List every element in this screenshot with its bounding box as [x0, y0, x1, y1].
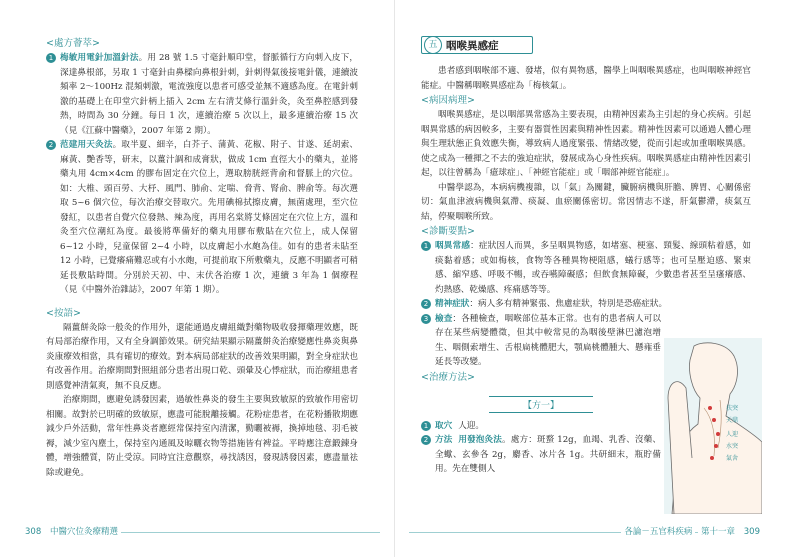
acupoint-label: 氣舍 — [726, 455, 739, 462]
item-text: 。用 28 號 1.5 寸毫針順印堂，督脈循行方向刺入皮下，深達鼻根部，另取 1 寸毫針由鼻樑向鼻根針刺，針刺得氣後接電針儀，連續波頻率 2～100Hz 混頻刺激，電流強度以患者可感受並無不適感為度。在電針刺激的基礎上在印堂穴針柄上插入 2cm 左右清艾條行溫針灸，灸至鼻腔感到發熱，時間為 30 分鐘。每日 1 次，連續治療 5 次以上，最多連續治療 15 次（見《江蘇中醫藥》，2007 年第 2 期）。 — [60, 53, 358, 136]
notes-paragraph-2: 治療期間，應避免誘發因素，過敏性鼻炎的發生主要與致敏原的致敏作用密切相關。故對於已明確的致敏原，應盡可能脫離接觸。花粉症患者，在花粉播散期應減少戶外活動，常年性鼻炎者應經常保持室內清潔，勤曬被褥，換掉地毯、羽毛被褥，減少室內塵土，保持室內通風及晾曬衣物等措施皆有裨益。平時應注意鍛鍊身體，增強體質，防止受涼。同時宜注意觀察，尋找誘因，發現誘發因素，應盡量祛除或避免。 — [46, 395, 358, 478]
item-body — [435, 433, 661, 477]
section-heading-notes: <按語> — [46, 307, 81, 319]
right-page — [395, 0, 790, 557]
item-number-badge: 2 — [421, 435, 431, 445]
diagnosis-item-3 — [421, 312, 661, 370]
left-column — [46, 36, 358, 480]
prescription-item-1 — [46, 51, 358, 138]
book-title: 中醫穴位灸療精選 — [47, 527, 121, 537]
item-body — [435, 312, 661, 370]
item-body — [60, 138, 358, 298]
prescription-label — [421, 393, 661, 413]
item-body — [60, 51, 358, 138]
prescription-label-text: 【方一】 — [489, 396, 593, 413]
item-text: 人迎。 — [458, 420, 484, 431]
page-number-right: 309 — [741, 527, 763, 537]
item-text: ：病人多有精神緊張、焦慮症狀，特別是恐癌症狀。 — [469, 299, 668, 309]
treatment-item-1 — [421, 419, 661, 434]
item-number-badge: 1 — [421, 241, 431, 251]
page-number-left: 308 — [22, 527, 44, 537]
item-number-badge: 2 — [421, 299, 431, 309]
item-heading: 檢查 — [435, 313, 453, 324]
section-number: 五 — [424, 36, 442, 54]
chapter-number: 第十一章 — [698, 527, 738, 537]
section-heading-treatment: <治療方法> — [421, 371, 475, 383]
cause-paragraph-1: 咽喉異感症，是以咽部異常感為主要表現，由精神因素為主引起的身心疾病。引起咽異常感的病因較多，主要有器質性因素與精神性因素。精神性因素可以通過人體心理與生理狀態正負效應失衡，導致病人過度緊張、情緒改變，從而引起或加重咽喉異感。使之成為一種揮之不去的強迫症狀，發展成為心身性疾病。咽喉異感症由精神性因素引起，以往曾稱為「癔球症」、「神經官能症」或「咽部神經官能症」。 — [421, 110, 751, 178]
item-number-badge: 3 — [421, 314, 431, 324]
acupoint-label: 水突 — [726, 443, 739, 450]
intro-paragraph: 患者感到咽喉部不適、發堵，似有異物感，醫學上叫咽喉異感症，也叫咽喉神經官能症。中醫稱咽喉異感症為「梅核氣」。 — [421, 66, 751, 91]
item-number-badge: 2 — [46, 140, 56, 150]
chapter-section: 各論－五官科疾病 — [621, 527, 695, 537]
item-heading: 范建用天灸法 — [60, 140, 113, 150]
prescription-item-2 — [46, 138, 358, 298]
item-heading: 梅敏用電針加溫針法 — [60, 53, 139, 63]
method-name: 用發泡灸法 — [458, 435, 502, 445]
item-text: 。處方：斑蝥 12g，血竭、乳香、沒藥、全蠍、玄參各 2g，麝香、冰片各 1g。共研細末，瓶貯備用。先在雙側人 — [435, 435, 661, 474]
section-heading-causes: <病因病理> — [421, 95, 475, 106]
item-heading: 方法 — [435, 435, 453, 445]
treatment-item-2 — [421, 433, 661, 477]
section-title: 咽喉異感症 — [446, 39, 499, 52]
item-number-badge: 1 — [421, 421, 431, 431]
item-text: ：症狀因人而異，多呈咽異物感，如堵塞、梗塞、頸髮、線頭粘着感，如痰黏着感；或如梅核，食物等各種異物梗阻感，蟻行感等；也可呈壓迫感、緊束感、縮窄感、呼吸不暢，或吞嚥障礙感；但飲食無障礙，少數患者甚至呈瘙癢感、灼熱感、乾燥感、疼痛感等等。 — [435, 241, 751, 295]
item-heading: 精神症狀 — [435, 299, 470, 309]
diagnosis-item-2 — [421, 297, 751, 312]
footer-right — [395, 525, 763, 537]
item-number-badge: 1 — [46, 53, 56, 63]
cause-paragraph-2: 中醫學認為，本病病機複雜，以「氣」為關鍵，臟腑病機與肝膽、脾胃、心關係密切：氣血津液病機與氣滯、痰凝、血瘀關係密切。常因情志不遂，肝氣鬱滯，痰氣互結，停聚咽喉所致。 — [421, 182, 751, 222]
item-body — [435, 419, 484, 434]
acupoint-label: 天鼎 — [726, 417, 739, 424]
neck-acupoint-illustration — [664, 338, 762, 514]
item-heading: 咽異常感 — [435, 241, 471, 251]
item-text: 。取半夏、細辛，白芥子、蒲黃、花椒、附子、甘遂、延胡索、麻黃、艷香等，研末，以薑汁調和成膏狀，做成 1cm 直徑大小的藥丸，並將藥丸用 4cm×4cm 的膠布固定在穴位上，選取膀胱經背俞和督脈上的穴位。如：大椎、頭百勞、大杼、風門、肺俞、定喘、脅背、腎俞、脾俞等。每次選取 5~6 個穴位，每次治療交替取穴。先用碘棉拭擦皮膚，無菌處理，至穴位發紅，以患者自覺穴位發熱、辣為度，再用名棠將艾條固定在穴位上方，溫和灸至穴位潮紅為度。最後將準備好的藥丸用膠布敷貼在穴位上，成人保留 6~12 小時，兒童保留 2~4 小時，以皮膚起小水皰為佳。如有的患者未貼至 12 小時，已覺癢痛難忍或有小水皰，可提前取下所敷藥丸，反應不明顯者可稍延長敷貼時間。分別於天初、中、末伏各治療 1 次，連續 3 年為 1 個療程（見《中醫外治雜誌》，2007 年第 1 期）。 — [60, 140, 358, 295]
acupoint-label: 扶突 — [726, 405, 739, 412]
notes-paragraph-1: 隔薑餅灸除一般灸的作用外，還能通過皮膚組織對藥物吸收發揮藥理效應，既有局部治療作用，又有全身調節效果。研究結果顯示隔薑餅灸治療變應性鼻炎與鼻炎康療效相當，具有確切的療效。對本病局部症狀的改善效果明顯，對全身症狀也有改善作用。治療期間對照組部分患者出現口乾、頭暈及心悸症狀，而治療組患者則感覺神清氣爽，無不良反應。 — [46, 322, 358, 391]
item-heading: 取穴 — [435, 420, 453, 431]
item-text: ：各種檢查，咽喉部位基本正常。也有的患者病人可以存在某些病變體徵，但其中較常見的為咽後壁淋巴濾泡增生、咽側索增生、舌根扁桃體肥大，顎扁桃體腫大、懸雍垂延長等改變。 — [435, 313, 661, 367]
section-heading-diagnosis: <診斷要點> — [421, 226, 475, 237]
section-heading-prescriptions: <處方薈萃> — [46, 38, 100, 49]
acupoint-label: 人迎 — [726, 431, 739, 438]
section-title-box — [421, 36, 533, 54]
item-body — [435, 297, 667, 312]
diagnosis-item-1 — [421, 239, 751, 297]
footer-left — [22, 525, 382, 537]
item-body — [435, 239, 751, 297]
